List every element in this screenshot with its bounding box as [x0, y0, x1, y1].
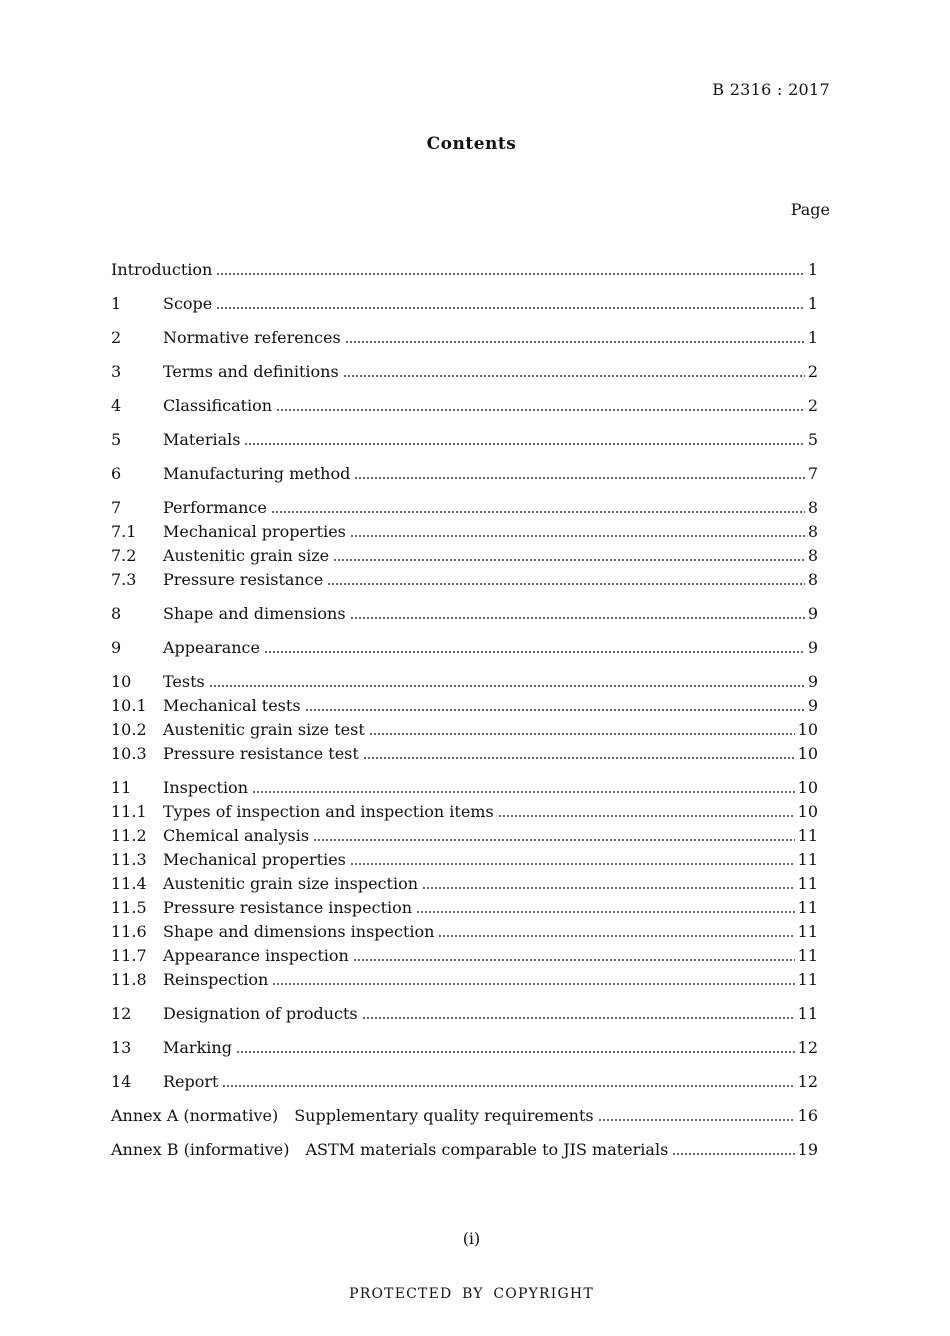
toc-entry-title: Pressure resistance inspection: [163, 898, 413, 917]
dot-leader: [236, 1051, 795, 1053]
toc-entry-title: Austenitic grain size test: [163, 720, 365, 739]
toc-entry[interactable]: [111, 846, 818, 870]
dot-leader: [343, 375, 805, 377]
dot-leader: [354, 477, 804, 479]
toc-entry-number: 2: [111, 328, 122, 347]
toc-entry-title: Normative references: [163, 328, 341, 347]
toc-entry-page: 11: [797, 922, 818, 941]
toc-entry-number: 10: [111, 672, 132, 691]
toc-entry-page: 9: [807, 604, 818, 623]
toc-entry-page: 10: [797, 778, 818, 797]
annex-page: 16: [797, 1106, 818, 1125]
toc-entry-number: 10.1: [111, 696, 147, 715]
toc-entry[interactable]: [111, 426, 818, 450]
toc-entry-number: 11.2: [111, 826, 147, 845]
dot-leader: [252, 791, 795, 793]
toc-entry-title: Reinspection: [163, 970, 269, 989]
dot-leader: [271, 511, 805, 513]
dot-leader: [276, 409, 805, 411]
toc-entry[interactable]: [111, 942, 818, 966]
toc-entry-page: 11: [797, 946, 818, 965]
toc-entry-title: Shape and dimensions inspection: [163, 922, 435, 941]
toc-entry-number: 7: [111, 498, 122, 517]
dot-leader: [313, 839, 795, 841]
toc-entry-title: Mechanical properties: [163, 850, 346, 869]
dot-leader: [416, 911, 795, 913]
toc-entry-title: Chemical analysis: [163, 826, 310, 845]
standard-number: B 2316 : 2017: [712, 80, 830, 99]
dot-leader: [222, 1085, 794, 1087]
dot-leader: [422, 887, 795, 889]
toc-entry-number: 1: [111, 294, 122, 313]
toc-entry-number: 12: [111, 1004, 132, 1023]
toc-entry-page: 8: [807, 570, 818, 589]
dot-leader: [350, 617, 805, 619]
toc-entry-number: 11.8: [111, 970, 147, 989]
toc-entry-title: Performance: [163, 498, 267, 517]
toc-entry-title: Appearance inspection: [163, 946, 349, 965]
toc-entry[interactable]: [111, 600, 818, 624]
toc-entry-title: Classification: [163, 396, 273, 415]
dot-leader: [363, 757, 795, 759]
toc-entry-number: 7.1: [111, 522, 137, 541]
toc-entry[interactable]: [111, 542, 818, 566]
toc-entry-title: Appearance: [163, 638, 260, 657]
toc-entry-title: Shape and dimensions: [163, 604, 346, 623]
dot-leader: [327, 583, 805, 585]
toc-entry-page: 10: [797, 720, 818, 739]
page-number: (i): [462, 1229, 481, 1248]
toc-entry-page: 10: [797, 802, 818, 821]
annex-page: 19: [797, 1140, 818, 1159]
toc-entry[interactable]: [111, 774, 818, 798]
toc-entry[interactable]: [111, 460, 818, 484]
toc-entry-number: 11.4: [111, 874, 147, 893]
toc-entry-page: 11: [797, 874, 818, 893]
toc-entry-page: 11: [797, 826, 818, 845]
toc-entry-number: 11.6: [111, 922, 147, 941]
toc-entry-page: 9: [807, 638, 818, 657]
toc-entry-page: 1: [807, 328, 818, 347]
toc-entry[interactable]: [111, 740, 818, 764]
toc-entry-number: 8: [111, 604, 122, 623]
toc-entry-number: 5: [111, 430, 122, 449]
toc-entry-title: Mechanical properties: [163, 522, 346, 541]
copyright-notice: PROTECTED BY COPYRIGHT: [349, 1286, 594, 1302]
toc-entry-title: Austenitic grain size inspection: [163, 874, 419, 893]
toc-entry-number: 3: [111, 362, 122, 381]
toc-entry[interactable]: [111, 894, 818, 918]
toc-entry-number: 7.3: [111, 570, 137, 589]
toc-entry[interactable]: [111, 668, 818, 692]
toc-entry[interactable]: [111, 798, 818, 822]
dot-leader: [305, 709, 805, 711]
dot-leader: [353, 959, 795, 961]
toc-entry-page: 11: [797, 1004, 818, 1023]
toc-entry-page: 9: [807, 696, 818, 715]
dot-leader: [672, 1153, 794, 1155]
toc-entry[interactable]: [111, 716, 818, 740]
toc-entry-title: Scope: [163, 294, 213, 313]
toc-entry-page: 8: [807, 498, 818, 517]
toc-entry-number: 6: [111, 464, 122, 483]
toc-entry[interactable]: [111, 392, 818, 416]
toc-entry[interactable]: [111, 358, 818, 382]
toc-entry[interactable]: [111, 634, 818, 658]
toc-entry[interactable]: [111, 966, 818, 990]
toc-entry-page: 11: [797, 970, 818, 989]
toc-entry-title: Materials: [163, 430, 241, 449]
toc-entry-title: Marking: [163, 1038, 232, 1057]
toc-entry-page: 10: [797, 744, 818, 763]
toc-entry-number: 11: [111, 778, 132, 797]
toc-entry-title: Mechanical tests: [163, 696, 301, 715]
toc-entry-page: 7: [807, 464, 818, 483]
contents-title: Contents: [426, 134, 517, 154]
dot-leader: [216, 273, 804, 275]
toc-entry-page: 2: [807, 396, 818, 415]
toc-entry-title: Manufacturing method: [163, 464, 351, 483]
toc-entry[interactable]: [111, 822, 818, 846]
toc-entry-page: 2: [807, 362, 818, 381]
toc-entry-title: Terms and definitions: [163, 362, 339, 381]
dot-leader: [209, 685, 805, 687]
toc-entry[interactable]: [111, 324, 818, 348]
toc-entry-page: 1: [807, 294, 818, 313]
toc-entry-title: Inspection: [163, 778, 248, 797]
annex-title: ASTM materials comparable to JIS materials: [305, 1140, 669, 1159]
dot-leader: [264, 651, 805, 653]
page-column-label: Page: [790, 200, 830, 219]
annex-title: Supplementary quality requirements: [294, 1106, 594, 1125]
toc-entry-number: 13: [111, 1038, 132, 1057]
toc-entry[interactable]: [111, 1034, 818, 1058]
toc-entry-page: 12: [797, 1072, 818, 1091]
toc-entry-number: 9: [111, 638, 122, 657]
toc-entry-title: Types of inspection and inspection items: [163, 802, 494, 821]
toc-entry-number: 11.5: [111, 898, 147, 917]
toc-entry-title: Report: [163, 1072, 219, 1091]
toc-entry[interactable]: [111, 692, 818, 716]
toc-entry-title: Pressure resistance test: [163, 744, 359, 763]
toc-entry[interactable]: [111, 518, 818, 542]
toc-entry-title: Pressure resistance: [163, 570, 324, 589]
dot-leader: [272, 983, 794, 985]
dot-leader: [216, 307, 805, 309]
toc-entry-page: 1: [807, 260, 818, 279]
toc-entry[interactable]: [111, 870, 818, 894]
toc-entry-number: 11.1: [111, 802, 147, 821]
dot-leader: [244, 443, 804, 445]
toc-entry-page: 9: [807, 672, 818, 691]
annex-label: Annex B (informative): [111, 1140, 290, 1159]
toc-entry[interactable]: [111, 494, 818, 518]
toc-entry-number: 7.2: [111, 546, 137, 565]
toc-entry-title: Introduction: [111, 260, 213, 279]
dot-leader: [598, 1119, 795, 1121]
toc-entry[interactable]: [111, 1000, 818, 1024]
toc-annex-entry[interactable]: [111, 1102, 818, 1126]
dot-leader: [498, 815, 795, 817]
dot-leader: [350, 535, 805, 537]
dot-leader: [345, 341, 805, 343]
dot-leader: [333, 559, 805, 561]
toc-entry[interactable]: [111, 290, 818, 314]
dot-leader: [438, 935, 794, 937]
toc-entry[interactable]: [111, 256, 818, 280]
annex-label: Annex A (normative): [111, 1106, 279, 1125]
toc-entry-number: 14: [111, 1072, 132, 1091]
toc-entry-title: Austenitic grain size: [163, 546, 330, 565]
toc-entry-page: 8: [807, 546, 818, 565]
toc-entry-page: 12: [797, 1038, 818, 1057]
toc-entry-number: 11.7: [111, 946, 147, 965]
toc-entry[interactable]: [111, 566, 818, 590]
toc-entry-page: 5: [807, 430, 818, 449]
dot-leader: [350, 863, 795, 865]
toc-entry-number: 11.3: [111, 850, 147, 869]
dot-leader: [362, 1017, 795, 1019]
toc-entry-number: 10.2: [111, 720, 147, 739]
toc-entry-number: 4: [111, 396, 122, 415]
toc-annex-entry[interactable]: [111, 1136, 818, 1160]
toc-entry[interactable]: [111, 918, 818, 942]
dot-leader: [369, 733, 795, 735]
toc-entry-title: Tests: [163, 672, 205, 691]
toc-entry-page: 8: [807, 522, 818, 541]
toc-entry-page: 11: [797, 850, 818, 869]
toc-entry[interactable]: [111, 1068, 818, 1092]
toc-entry-page: 11: [797, 898, 818, 917]
toc-entry-title: Designation of products: [163, 1004, 358, 1023]
toc-entry-number: 10.3: [111, 744, 147, 763]
